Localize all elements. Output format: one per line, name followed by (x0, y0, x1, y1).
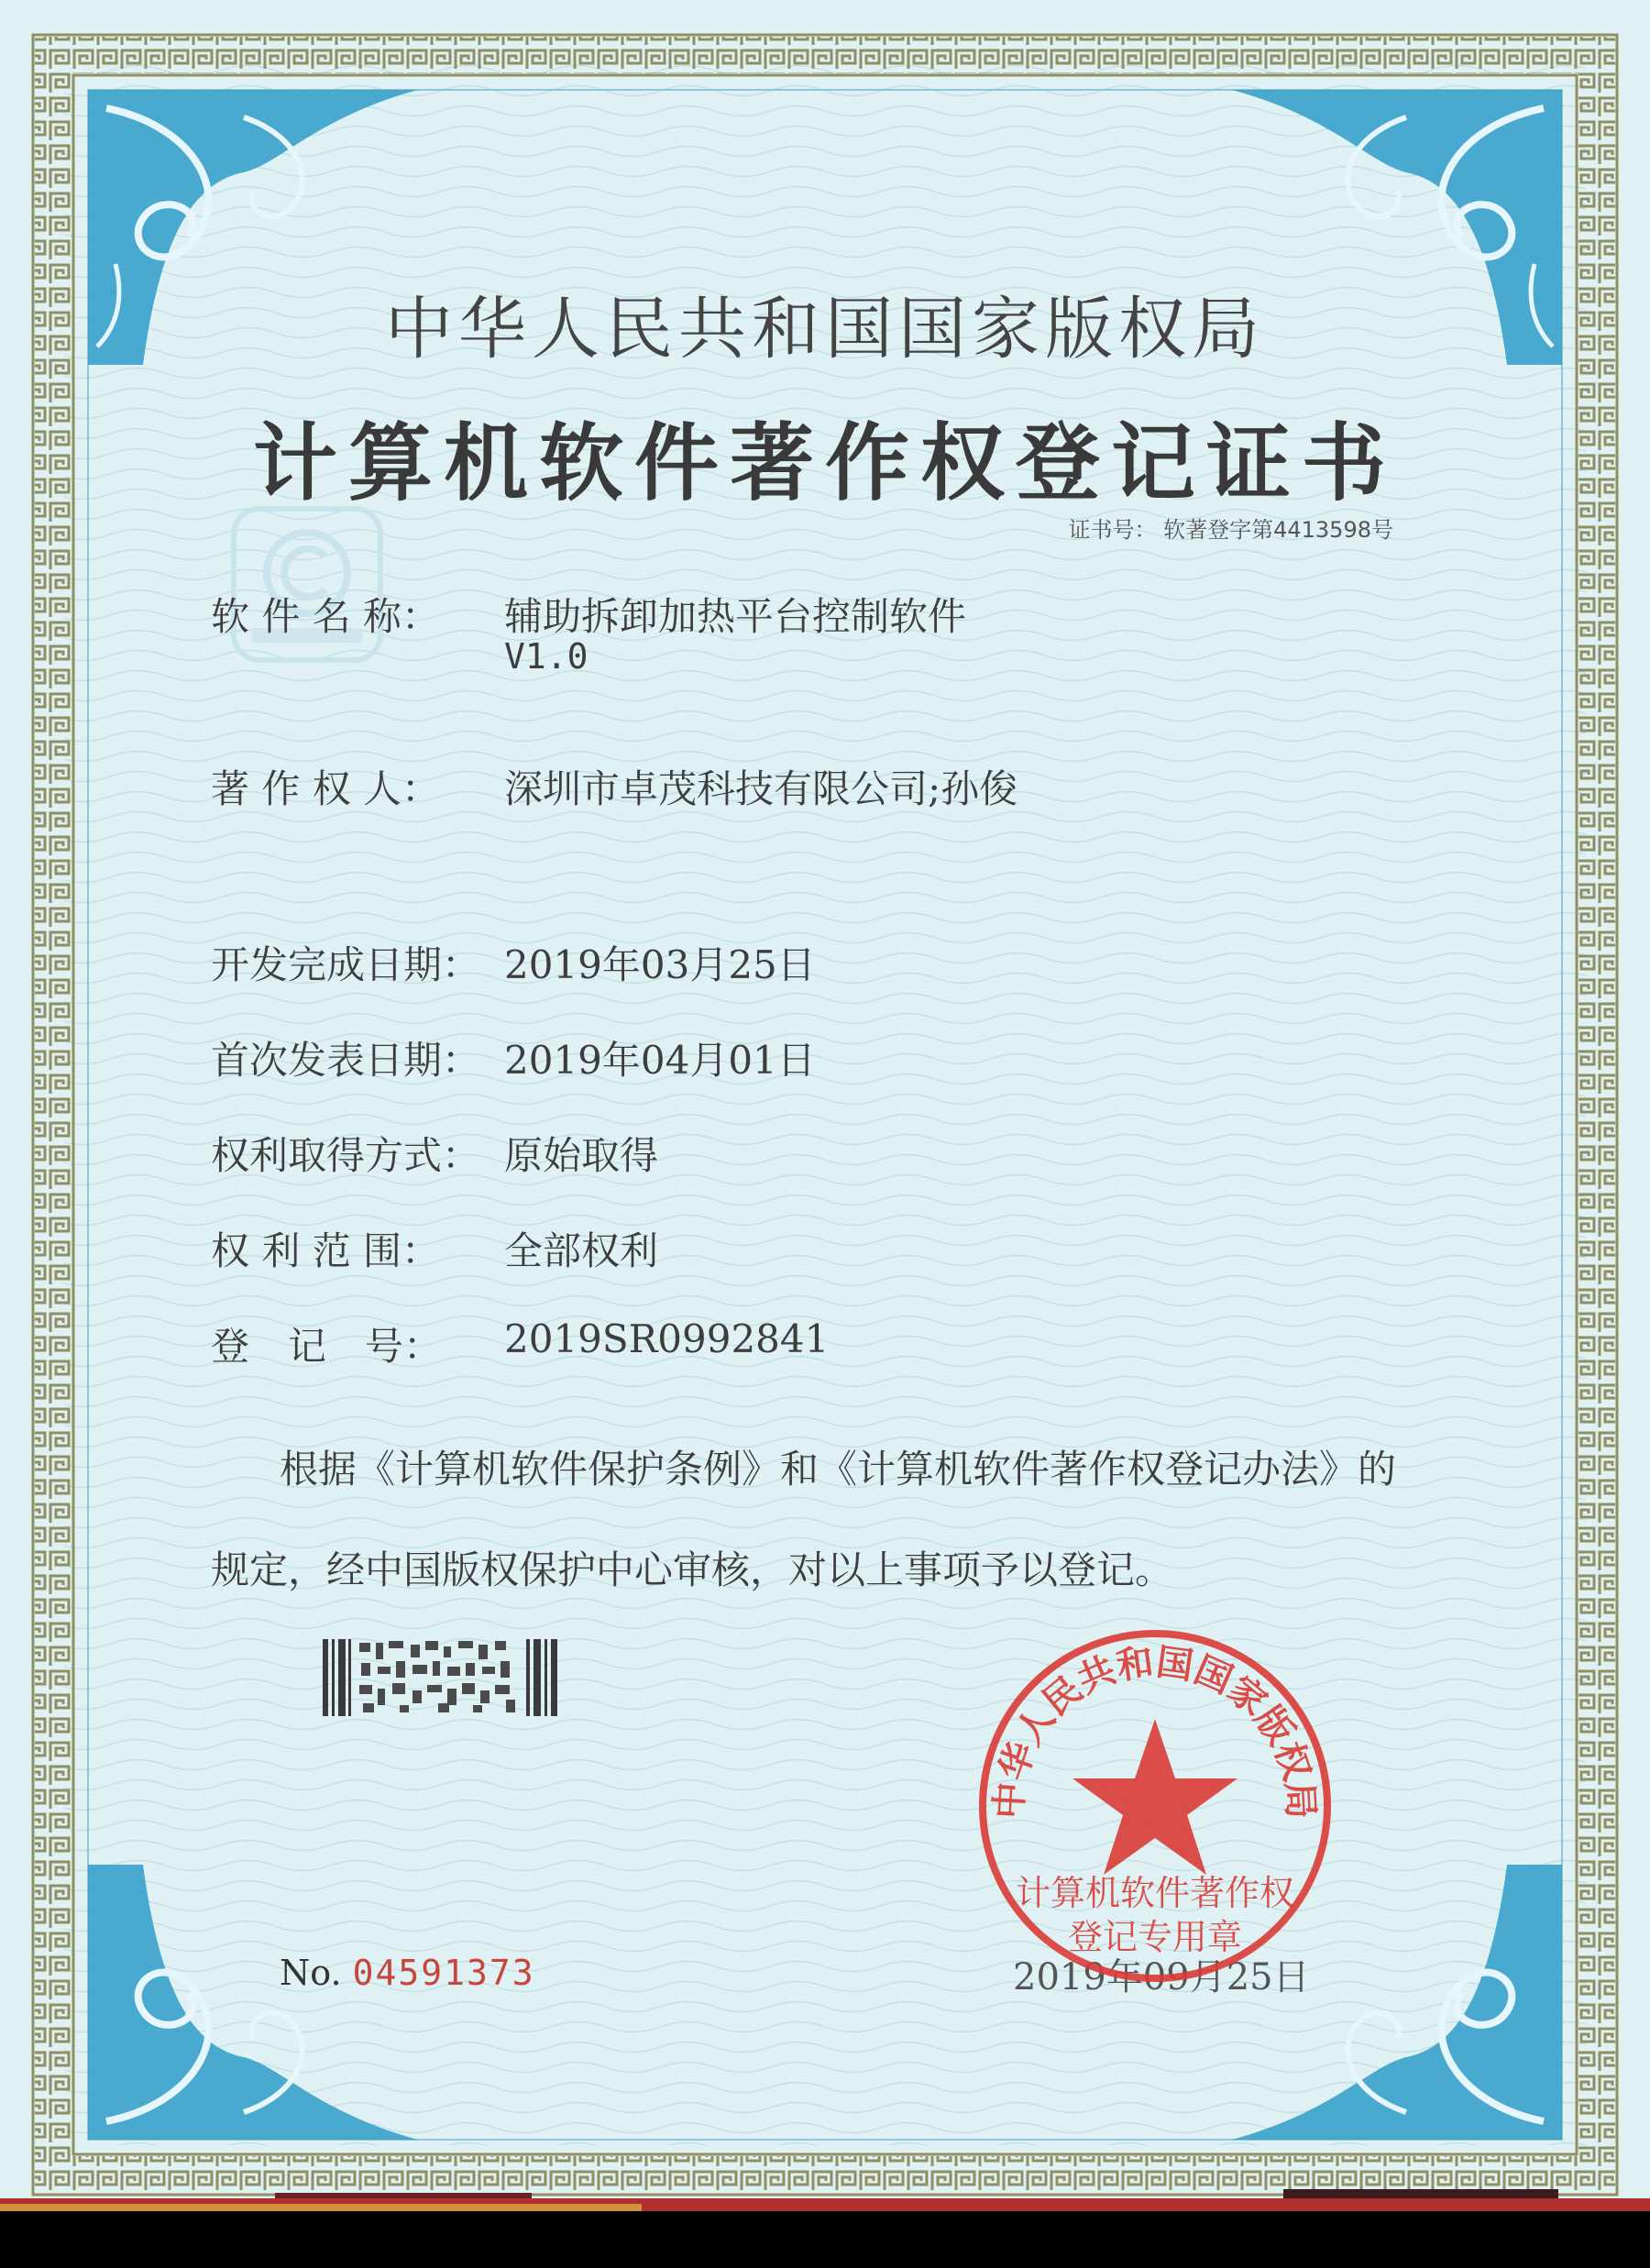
scan-edge (0, 2180, 1650, 2211)
owner-label: 著 作 权 人： (211, 766, 441, 811)
scope-label: 权 利 范 围： (211, 1228, 441, 1273)
seal-star-icon (1072, 1719, 1238, 1875)
serial-number (280, 1953, 535, 1993)
statement-line-2: 规定，经中国版权保护中心审核，对以上事项予以登记。 (211, 1547, 1174, 1592)
software-version: V1.0 (504, 636, 588, 677)
acquisition-label: 权利取得方式： (211, 1133, 481, 1178)
completion-date-label: 开发完成日期： (211, 942, 481, 987)
seal-ring-text: 中华人民共和国国家版权局 (988, 1641, 1322, 1821)
owner-value: 深圳市卓茂科技有限公司;孙俊 (504, 766, 1018, 811)
serial-prefix: No. (280, 1953, 342, 1993)
official-seal (972, 1623, 1338, 1989)
certificate-number-value: 软著登字第4413598号 (1163, 517, 1393, 543)
software-name-label: 软 件 名 称： (211, 594, 441, 639)
statement-line-1: 根据《计算机软件保护条例》和《计算机软件著作权登记办法》的 (280, 1447, 1397, 1492)
acquisition-value: 原始取得 (504, 1133, 659, 1178)
scope-value: 全部权利 (504, 1228, 659, 1273)
software-name-value: 辅助拆卸加热平台控制软件 (504, 594, 967, 639)
registration-number-value: 2019SR0992841 (504, 1316, 830, 1361)
corner-ornament-bottom-left (88, 1865, 418, 2140)
registration-number-label: 登 记 号： (211, 1324, 443, 1369)
serial-value: 04591373 (352, 1953, 535, 1993)
seal-line-2: 登记专用章 (1067, 1917, 1243, 1957)
certificate-number (1068, 512, 1393, 544)
barcode (323, 1639, 559, 1716)
seal-line-1: 计算机软件著作权 (1015, 1873, 1295, 1913)
seal-date: 2019年09月25日 (1013, 1956, 1310, 1998)
certificate-title: 计算机软件著作权登记证书 (252, 413, 1397, 512)
publish-date-value: 2019年04月01日 (504, 1038, 816, 1083)
completion-date-value: 2019年03月25日 (504, 942, 816, 987)
issuer-title: 中华人民共和国国家版权局 (385, 290, 1265, 369)
certificate-number-label: 证书号： (1068, 517, 1157, 543)
publish-date-label: 首次发表日期： (211, 1038, 481, 1083)
